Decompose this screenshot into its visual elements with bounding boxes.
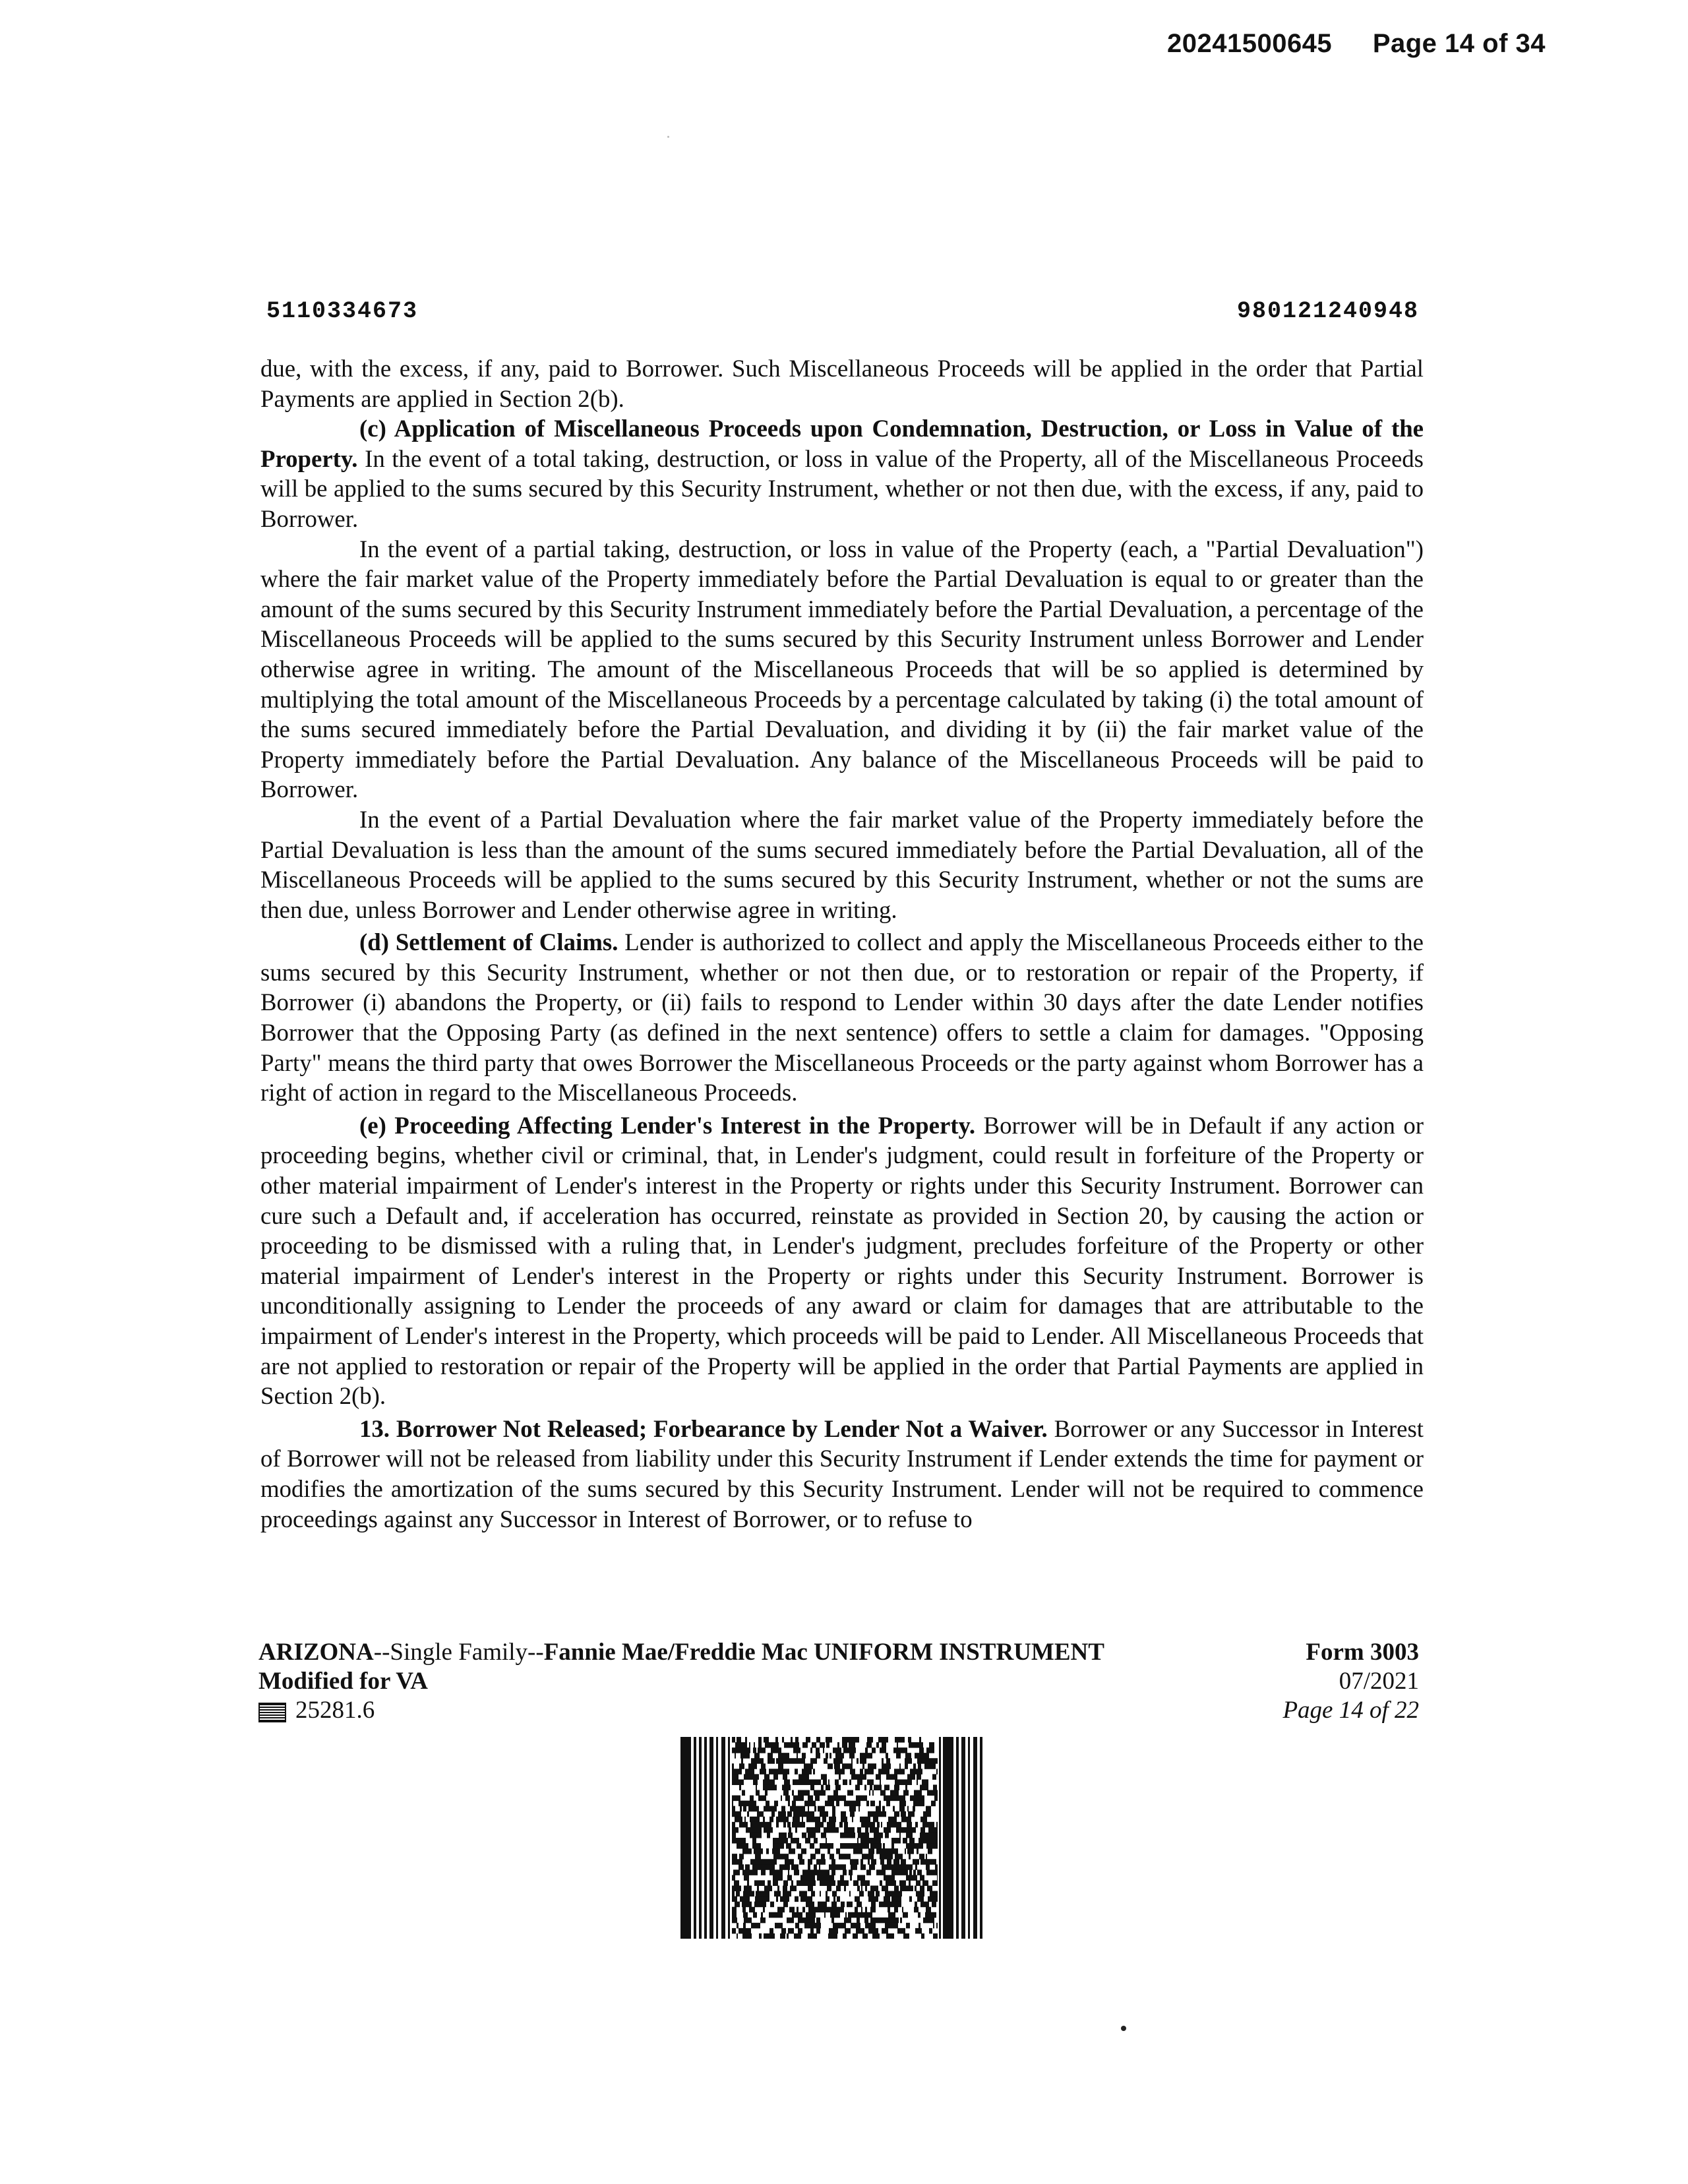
paragraph-d bbox=[260, 927, 1424, 1108]
footer-date: 07/2021 bbox=[1339, 1668, 1419, 1695]
recording-number: 20241500645 bbox=[1166, 29, 1333, 58]
text-d: Lender is authorized to collect and apply the Miscellaneous Proceeds either to the sums secured by this Security Instrument, whether or not then due, or to restoration or repair of the Property, if Borrower (i) abandons the Property, or (ii) fails to respond to Lender within 30 days after the date Lender notifies Borrower that the Opposing Party (as defined in the next sentence) offers to settle a claim for damages. "Opposing Party" means the third party that owes Borrower the Miscellaneous Proceeds or the party against whom Borrower has a right of action in regard to the Miscellaneous Proceeds. bbox=[260, 928, 1424, 1107]
scan-dot bbox=[1121, 2026, 1126, 2031]
footer-instrument: Fannie Mae/Freddie Mac UNIFORM INSTRUMENT bbox=[543, 1639, 1104, 1666]
footer-modified: Modified for VA bbox=[258, 1668, 428, 1695]
heading-d: (d) Settlement of Claims. bbox=[359, 928, 618, 956]
footer-separator: --Single Family-- bbox=[373, 1639, 544, 1666]
ellie-mae-logo-icon bbox=[258, 1703, 286, 1722]
barcode-stop-pattern bbox=[943, 1737, 982, 1939]
footer-form-line bbox=[1208, 1638, 1419, 1667]
footer-right bbox=[1208, 1638, 1419, 1725]
footer-state: ARIZONA bbox=[258, 1639, 374, 1666]
footer-form: Form 3003 bbox=[1306, 1639, 1419, 1666]
text-e: Borrower will be in Default if any action or proceeding begins, whether civil or criminal, that, in Lender's judgment, could result in forfeiture of the Property or other material impairment of Lender's interest in the Property or rights under this Security Instrument. Borrower can cure such a Default and, if acceleration has occurred, reinstate as provided in Section 20, by causing the action or proceeding to be dismissed with a ruling that, in Lender's judgment, precludes forfeiture of the Property or other material impairment of Lender's interest in the Property or rights under this Security Instrument. Borrower is unconditionally assigning to Lender the proceeds of any award or claim for damages that are attributable to the impairment of Lender's interest in the Property, which proceeds will be paid to Lender. All Miscellaneous Proceeds that are not applied to restoration or repair of the Property will be applied in the order that Partial Payments are applied in Section 2(b). bbox=[260, 1111, 1424, 1410]
heading-c: (c) Application of Miscellaneous Proceeds upon Condemnation, Destruction, or Loss in Value of the Property. bbox=[260, 415, 1424, 472]
text-c: In the event of a total taking, destruction, or loss in value of the Property, all of the Miscellaneous Proceeds will be applied to the sums secured by this Security Instrument, whether or not then due, with the excess, if any, paid to Borrower. bbox=[260, 444, 1424, 532]
paragraph-section-13 bbox=[260, 1414, 1424, 1534]
paragraph-partial-devaluation: In the event of a partial taking, destruction, or loss in value of the Property (each, a "Partial Devaluation") where the fair market value of the Property immediately before the Partial Devaluation is equal to or greater than the amount of the sums secured by this Security Instrument immediately before the Partial Devaluation, a percentage of the Miscellaneous Proceeds will be applied to the sums secured by this Security Instrument unless Borrower and Lender otherwise agree in writing. The amount of the Miscellaneous Proceeds that will be so applied is determined by multiplying the total amount of the Miscellaneous Proceeds by a percentage calculated by taking (i) the total amount of the sums secured immediately before the Partial Devaluation, and dividing it by (ii) the fair market value of the Property immediately before the Partial Devaluation. Any balance of the Miscellaneous Proceeds will be paid to Borrower. bbox=[260, 535, 1424, 803]
paragraph-partial-devaluation-less: In the event of a Partial Devaluation where the fair market value of the Property immediately before the Partial Devaluation is less than the amount of the sums secured immediately before the Partial Devaluation, all of the Miscellaneous Proceeds will be applied to the sums secured by this Security Instrument, whether or not the sums are then due, unless Borrower and Lender otherwise agree in writing. bbox=[260, 805, 1424, 923]
paragraph-c bbox=[260, 413, 1424, 533]
barcode-data-pattern bbox=[728, 1737, 941, 1939]
footer-instrument-line bbox=[258, 1638, 1248, 1667]
footer-code-line bbox=[258, 1696, 1248, 1725]
barcode-start-pattern bbox=[680, 1737, 725, 1939]
recording-page: Page 14 of 34 bbox=[1372, 29, 1546, 58]
paragraph-continuation: due, with the excess, if any, paid to Borrower. Such Miscellaneous Proceeds will be applied in the order that Partial Payments are applied in Section 2(b). bbox=[260, 355, 1424, 412]
paragraph-e bbox=[260, 1110, 1424, 1411]
footer-left bbox=[258, 1638, 1248, 1725]
heading-section-13: 13. Borrower Not Released; Forbearance by Lender Not a Waiver. bbox=[359, 1414, 1048, 1442]
document-body bbox=[260, 353, 1424, 1534]
footer-code: 25281.6 bbox=[295, 1697, 375, 1724]
loan-number-left: 5110334673 bbox=[266, 298, 419, 324]
pdf417-barcode-icon bbox=[680, 1737, 984, 1939]
footer-modified-line bbox=[258, 1667, 1248, 1696]
heading-e: (e) Proceeding Affecting Lender's Interest in the Property. bbox=[359, 1111, 976, 1139]
loan-number-right: 980121240948 bbox=[1236, 298, 1419, 324]
footer-page: Page 14 of 22 bbox=[1282, 1697, 1419, 1724]
scan-speck bbox=[667, 136, 669, 138]
text-section-13: Borrower or any Successor in Interest of Borrower will not be released from liability under this Security Instrument if Lender extends the time for payment or modifies the amortization of the sums secured by this Security Instrument. Lender will not be required to commence proceedings against any Successor in Interest of Borrower, or to refuse to bbox=[260, 1414, 1424, 1532]
loan-number-row bbox=[266, 298, 1419, 324]
recording-stamp bbox=[1134, 29, 1546, 59]
